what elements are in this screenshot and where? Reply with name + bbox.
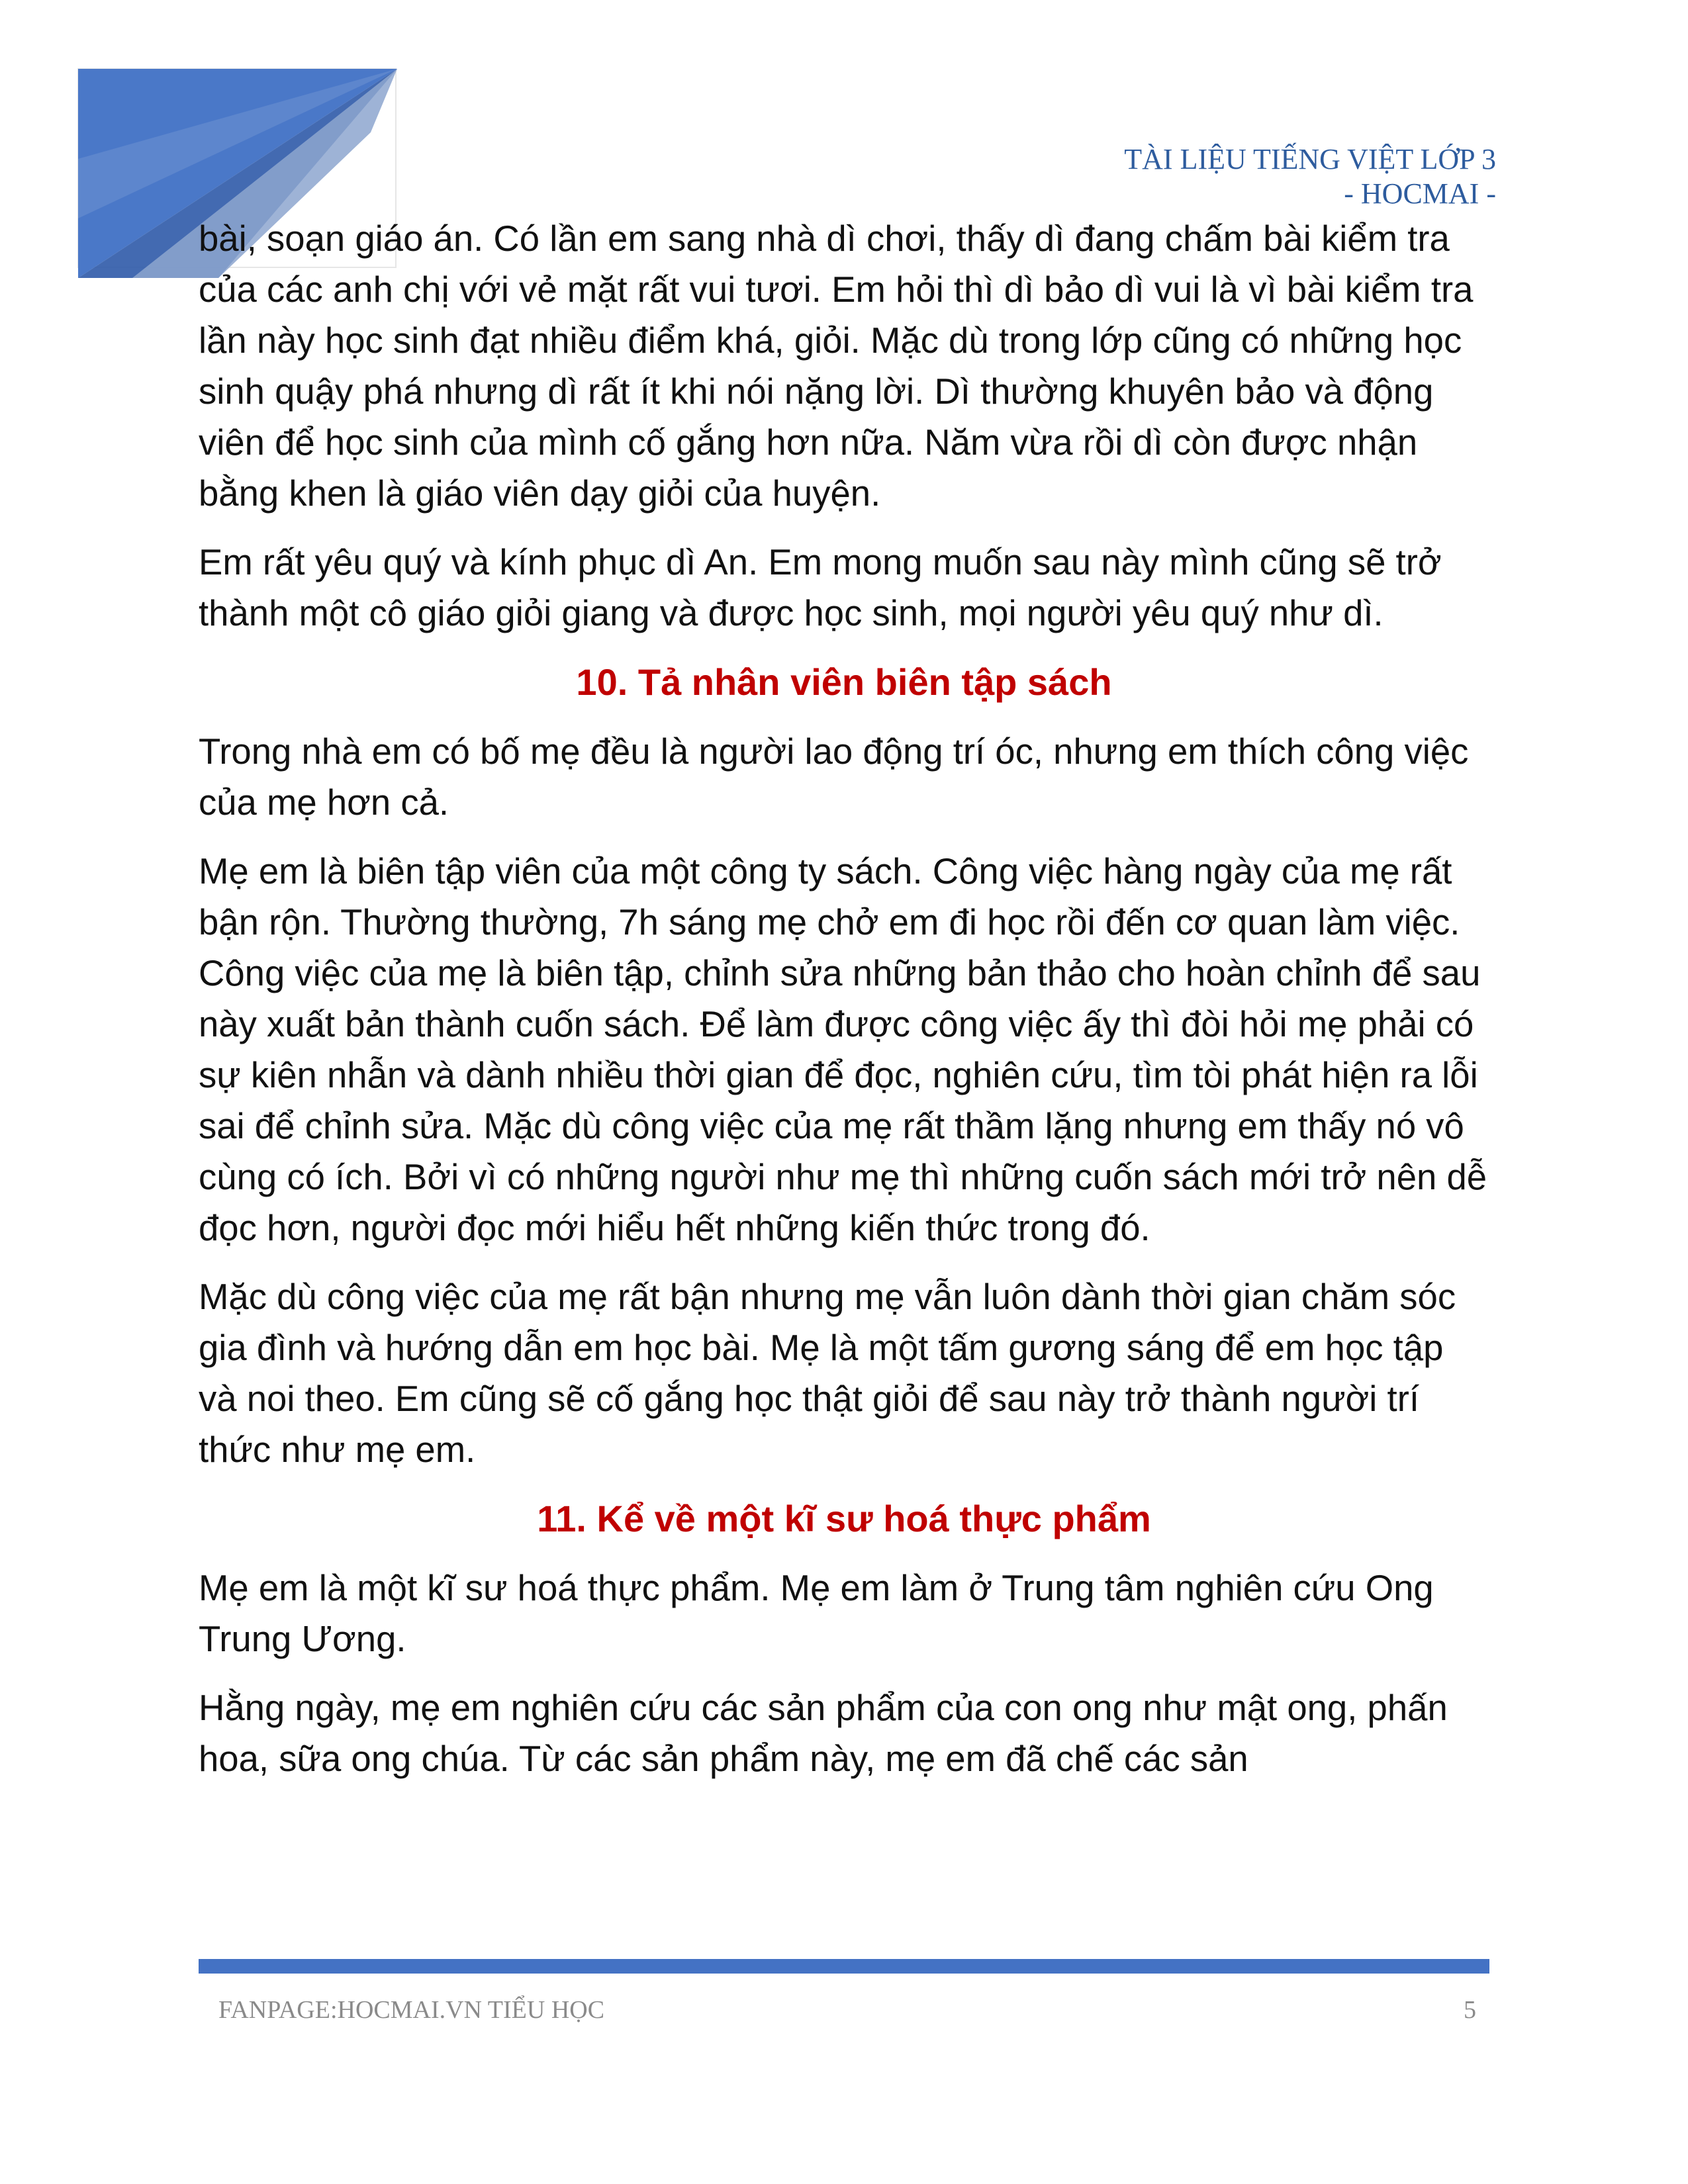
- paragraph: Mẹ em là một kĩ sư hoá thực phẩm. Mẹ em làm ở Trung tâm nghiên cứu Ong Trung Ương.: [199, 1568, 1434, 1659]
- paragraph: Trong nhà em có bố mẹ đều là người lao động trí óc, nhưng em thích công việc của mẹ hơn cả.: [199, 731, 1469, 823]
- paragraph: Mặc dù công việc của mẹ rất bận nhưng mẹ vẫn luôn dành thời gian chăm sóc gia đình và hướng dẫn em học bài. Mẹ là một tấm gương sáng để em học tập và noi theo. Em cũng sẽ cố gắng học thật giỏi để sau này trở thành người trí thức như mẹ em.: [199, 1277, 1456, 1470]
- paragraph: Mẹ em là biên tập viên của một công ty sách. Công việc hàng ngày của mẹ rất bận rộn. Thường thường, 7h sáng mẹ chở em đi học rồi đến cơ quan làm việc. Công việc của mẹ là biên tập, chỉnh sửa những bản thảo cho hoàn chỉnh để sau này xuất bản thành cuốn sách. Để làm được công việc ấy thì đòi hỏi mẹ phải có sự kiên nhẫn và dành nhiều thời gian để đọc, nghiên cứu, tìm tòi phát hiện ra lỗi sai để chỉnh sửa. Mặc dù công việc của mẹ rất thầm lặng nhưng em thấy nó vô cùng có ích. Bởi vì có những người như mẹ thì những cuốn sách mới trở nên dễ đọc hơn, người đọc mới hiểu hết những kiến thức trong đó.: [199, 851, 1487, 1248]
- document-body: [199, 213, 1489, 1802]
- paragraph: Hằng ngày, mẹ em nghiên cứu các sản phẩm của con ong như mật ong, phấn hoa, sữa ong chúa. Từ các sản phẩm này, mẹ em đã chế các sản: [199, 1688, 1448, 1779]
- header-subtitle: - HOCMAI -: [1344, 177, 1496, 210]
- section-heading-11: 11. Kể về một kĩ sư hoá thực phẩm: [537, 1498, 1151, 1539]
- paragraph: bài, soạn giáo án. Có lần em sang nhà dì chơi, thấy dì đang chấm bài kiểm tra của các anh chị với vẻ mặt rất vui tươi. Em hỏi thì dì bảo dì vui là vì bài kiểm tra lần này học sinh đạt nhiều điểm khá, giỏi. Mặc dù trong lớp cũng có những học sinh quậy phá nhưng dì rất ít khi nói nặng lời. Dì thường khuyên bảo và động viên để học sinh của mình cố gắng hơn nữa. Năm vừa rồi dì còn được nhận bằng khen là giáo viên dạy giỏi của huyện.: [199, 218, 1474, 514]
- page-number: 5: [1464, 1996, 1476, 2024]
- paragraph: Em rất yêu quý và kính phục dì An. Em mong muốn sau này mình cũng sẽ trở thành một cô giáo giỏi giang và được học sinh, mọi người yêu quý như dì.: [199, 542, 1442, 633]
- section-heading-10: 10. Tả nhân viên biên tập sách: [576, 661, 1112, 703]
- footer-divider: [199, 1959, 1489, 1974]
- footer-fanpage: FANPAGE:HOCMAI.VN TIỂU HỌC: [218, 1996, 605, 2024]
- document-header: [1124, 142, 1496, 211]
- header-title: TÀI LIỆU TIẾNG VIỆT LỚP 3: [1124, 143, 1496, 175]
